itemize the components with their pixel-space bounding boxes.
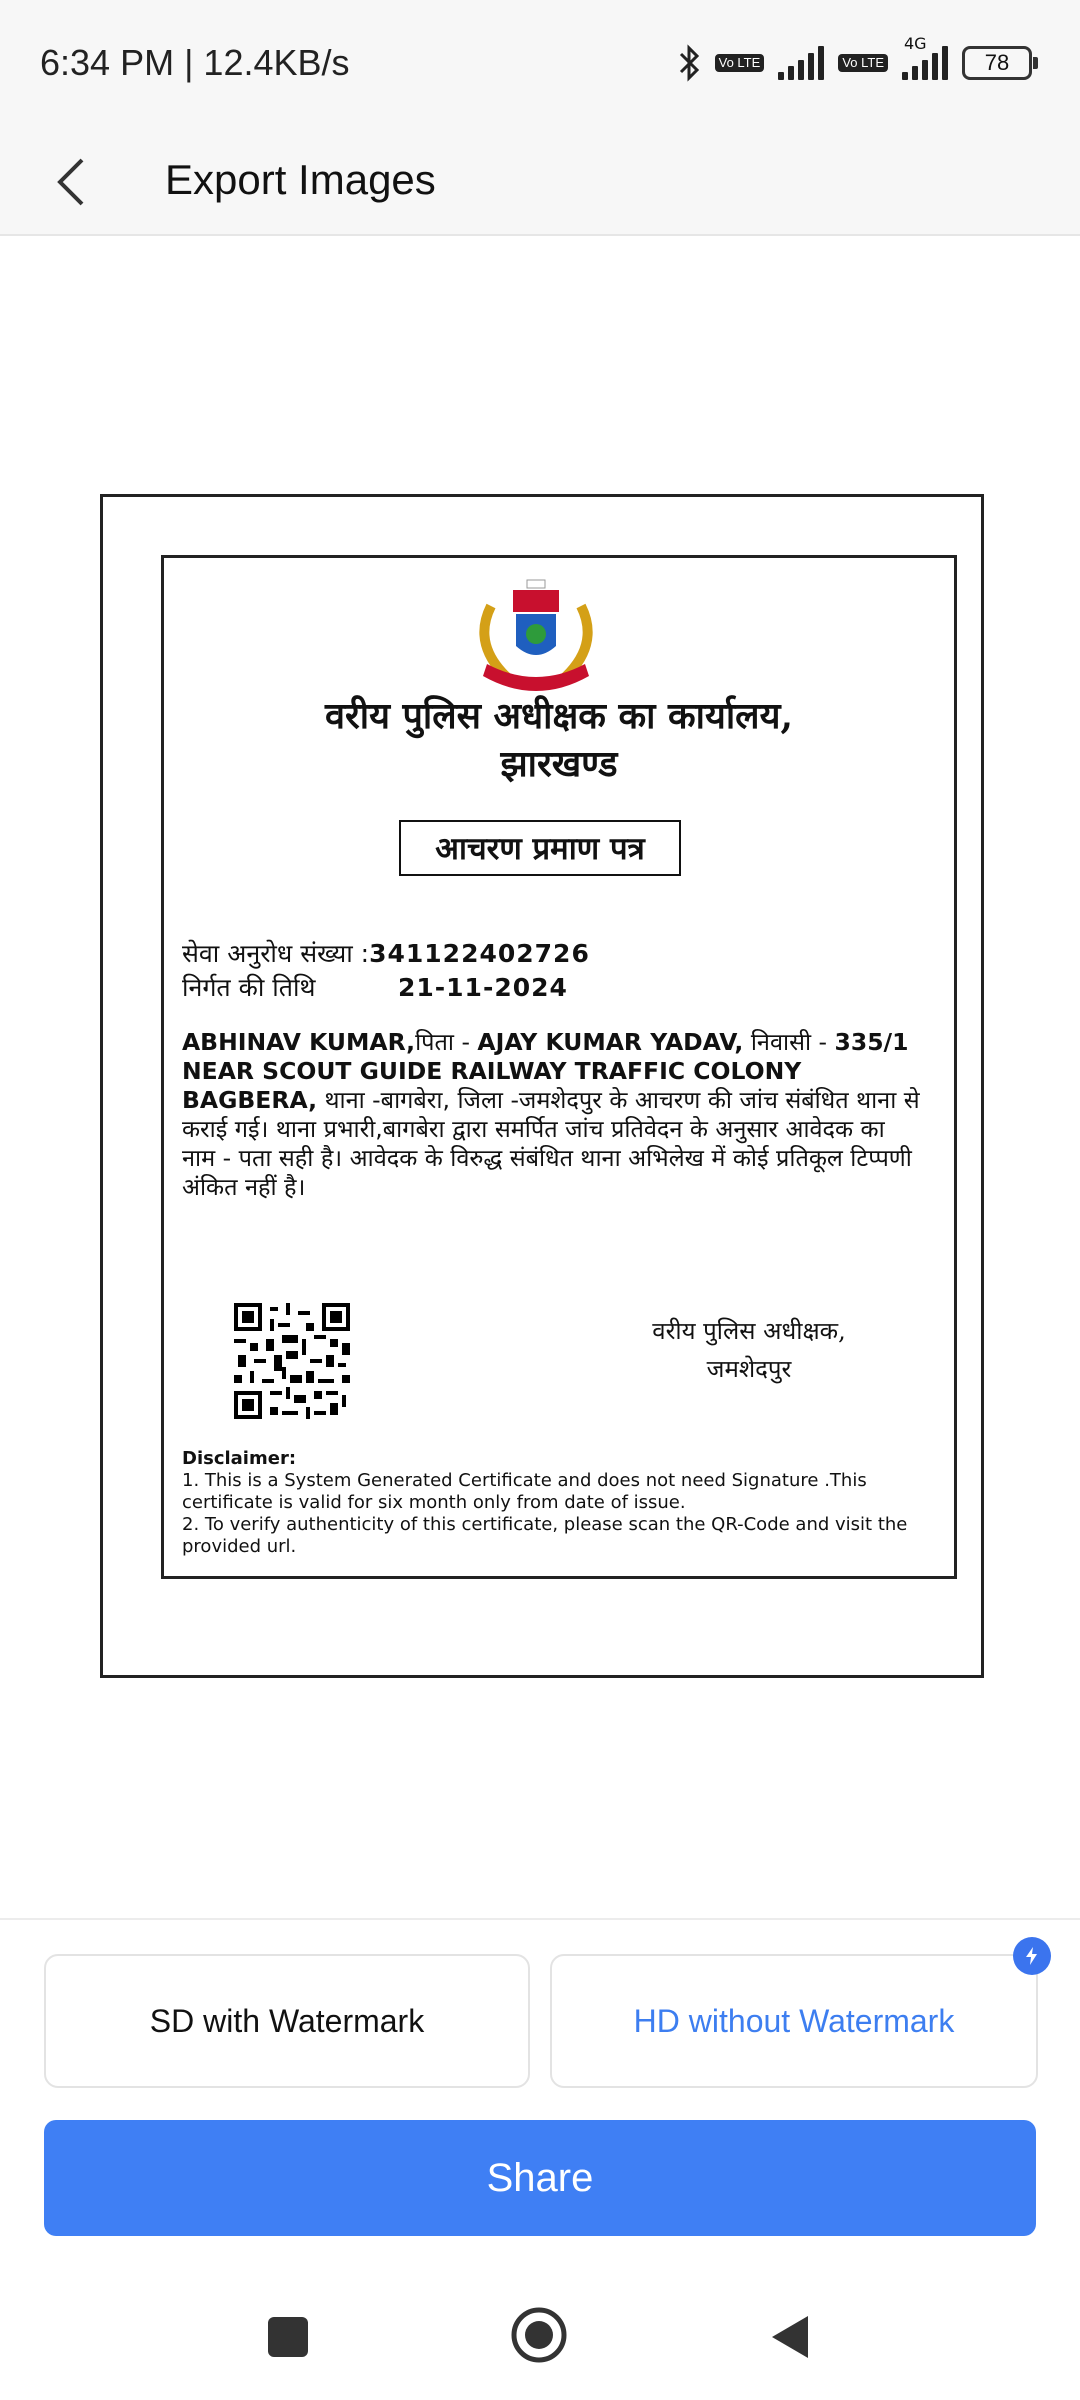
back-button[interactable]: [44, 152, 104, 212]
office-title: [164, 692, 954, 788]
signatory-title: वरीय पुलिस अधीक्षक,: [652, 1317, 846, 1345]
resident-label: निवासी -: [743, 1028, 835, 1056]
issue-date-value: 21-11-2024: [398, 973, 568, 1002]
app-bar: [0, 130, 1080, 236]
service-request-number: 341122402726: [369, 939, 590, 968]
signatory-block: [624, 1312, 874, 1388]
sd-with-watermark-button[interactable]: SD with Watermark: [44, 1954, 530, 2088]
image-preview-area: [0, 236, 1080, 1920]
premium-badge: [1013, 1937, 1051, 1975]
father-name: AJAY KUMAR YADAV,: [477, 1028, 744, 1056]
certificate-document: [161, 555, 957, 1579]
service-request-row: [182, 936, 590, 970]
office-title-line1: वरीय पुलिस अधीक्षक का कार्यालय,: [325, 695, 793, 737]
lightning-icon: [1021, 1945, 1043, 1967]
applicant-address: 335/1 NEAR SCOUT GUIDE RAILWAY TRAFFIC COLONY BAGBERA,: [182, 1028, 909, 1114]
signal-icon: [778, 46, 824, 80]
signal-icon-2: [902, 34, 948, 80]
issue-date-row: [182, 970, 568, 1004]
hd-without-watermark-button[interactable]: HD without Watermark: [550, 1954, 1038, 2088]
page-title: Export Images: [165, 156, 436, 203]
qr-code: [234, 1303, 350, 1419]
certificate-title: आचरण प्रमाण पत्र: [399, 820, 681, 876]
status-icons: [679, 34, 1032, 86]
home-button[interactable]: [510, 2306, 568, 2364]
status-bar: [0, 0, 1080, 130]
bluetooth-icon: [679, 44, 701, 82]
disclaimer-heading: Disclaimer:: [182, 1448, 297, 1469]
signatory-location: जमशेदपुर: [706, 1355, 792, 1383]
body-rest: थाना -बागबेरा, जिला -जमशेदपुर के आचरण की जांच संबंधित थाना से कराई गई। थाना प्रभारी,बागबेरा द्वारा समर्पित जांच प्रतिवेदन के अनुसार आवेदक का नाम - पता सही है। आवेदक के विरुद्ध संबंधित थाना अभिलेख में कोई प्रतिकूल टिप्पणी अंकित नहीं है।: [182, 1086, 920, 1201]
volte-badge: Vo LTE: [715, 54, 765, 72]
certificate-body: [182, 1028, 922, 1202]
disclaimer: [182, 1448, 922, 1558]
nav-back-button[interactable]: [768, 2314, 812, 2360]
network-type: 4G: [904, 34, 927, 53]
disclaimer-item-2: 2. To verify authenticity of this certificate, please scan the QR-Code and visit the provided url.: [182, 1514, 908, 1557]
police-emblem-icon: [461, 576, 611, 706]
office-title-line2: झारखण्ड: [500, 743, 618, 785]
bottom-divider: [0, 1918, 1080, 1920]
recents-button[interactable]: [268, 2317, 308, 2357]
issue-date-label: निर्गत की तिथि: [182, 973, 316, 1002]
applicant-name: ABHINAV KUMAR,: [182, 1028, 416, 1056]
father-label: पिता -: [415, 1028, 478, 1056]
service-request-label: सेवा अनुरोध संख्या :: [182, 939, 370, 968]
status-time: 6:34 PM | 12.4KB/s: [40, 42, 350, 83]
share-button[interactable]: Share: [44, 2120, 1036, 2236]
volte-badge-2: Vo LTE: [838, 54, 888, 72]
disclaimer-item-1: 1. This is a System Generated Certificate and does not need Signature .This certificate is valid for six month only from date of issue.: [182, 1470, 867, 1513]
battery-indicator: 78: [962, 46, 1032, 80]
chevron-left-icon: [44, 152, 104, 212]
image-preview-frame: [100, 494, 984, 1678]
